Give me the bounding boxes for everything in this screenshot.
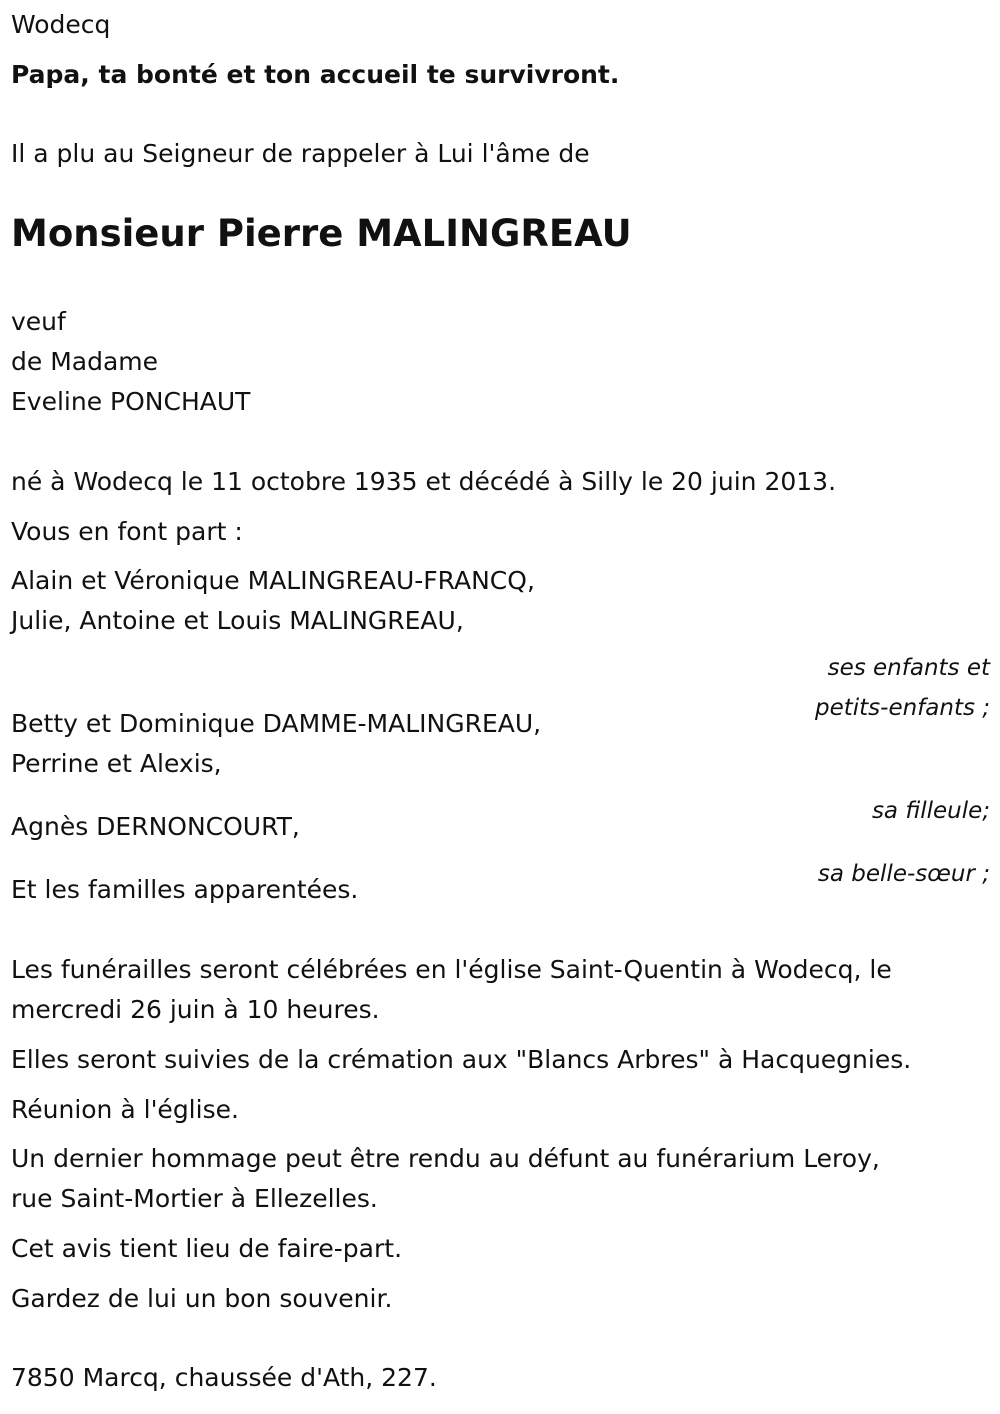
children-line-1: Alain et Véronique MALINGREAU-FRANCQ, bbox=[11, 566, 535, 595]
closing-text: Gardez de lui un bon souvenir. bbox=[11, 1284, 393, 1313]
children-relation-2: petits-enfants ; bbox=[814, 695, 990, 721]
godchild-line-1: Betty et Dominique DAMME-MALINGREAU, bbox=[11, 709, 542, 738]
children-relation-1: ses enfants et bbox=[827, 655, 990, 681]
intro-text: Il a plu au Seigneur de rappeler à Lui l'âme de bbox=[11, 139, 590, 168]
motto: Papa, ta bonté et ton accueil te survivront. bbox=[11, 60, 620, 89]
tribute-line-1: Un dernier hommage peut être rendu au défunt au funérarium Leroy, bbox=[11, 1144, 880, 1173]
announce-text: Vous en font part : bbox=[11, 517, 243, 546]
location-heading: Wodecq bbox=[11, 10, 111, 39]
deceased-name: Monsieur Pierre MALINGREAU bbox=[11, 212, 632, 255]
notice-text: Cet avis tient lieu de faire-part. bbox=[11, 1234, 403, 1263]
children-line-2: Julie, Antoine et Louis MALINGREAU, bbox=[11, 606, 464, 635]
spouse-line-2: de Madame bbox=[11, 347, 159, 376]
related-families: Et les familles apparentées. bbox=[11, 875, 359, 904]
tribute-line-2: rue Saint-Mortier à Ellezelles. bbox=[11, 1184, 378, 1213]
funeral-line-2: mercredi 26 juin à 10 heures. bbox=[11, 995, 380, 1024]
spouse-line-3: Eveline PONCHAUT bbox=[11, 387, 251, 416]
reunion-text: Réunion à l'église. bbox=[11, 1095, 239, 1124]
godchild-line-2: Perrine et Alexis, bbox=[11, 749, 222, 778]
godchild-relation: sa filleule; bbox=[871, 798, 990, 824]
cremation-text: Elles seront suivies de la crémation aux "Blancs Arbres" à Hacquegnies. bbox=[11, 1045, 912, 1074]
sister-in-law: Agnès DERNONCOURT, bbox=[11, 812, 300, 841]
funeral-line-1: Les funérailles seront célébrées en l'église Saint-Quentin à Wodecq, le bbox=[11, 955, 892, 984]
birth-death-dates: né à Wodecq le 11 octobre 1935 et décédé à Silly le 20 juin 2013. bbox=[11, 467, 837, 496]
address: 7850 Marcq, chaussée d'Ath, 227. bbox=[11, 1363, 437, 1392]
sister-in-law-relation: sa belle-sœur ; bbox=[817, 861, 990, 887]
spouse-line-1: veuf bbox=[11, 307, 66, 336]
